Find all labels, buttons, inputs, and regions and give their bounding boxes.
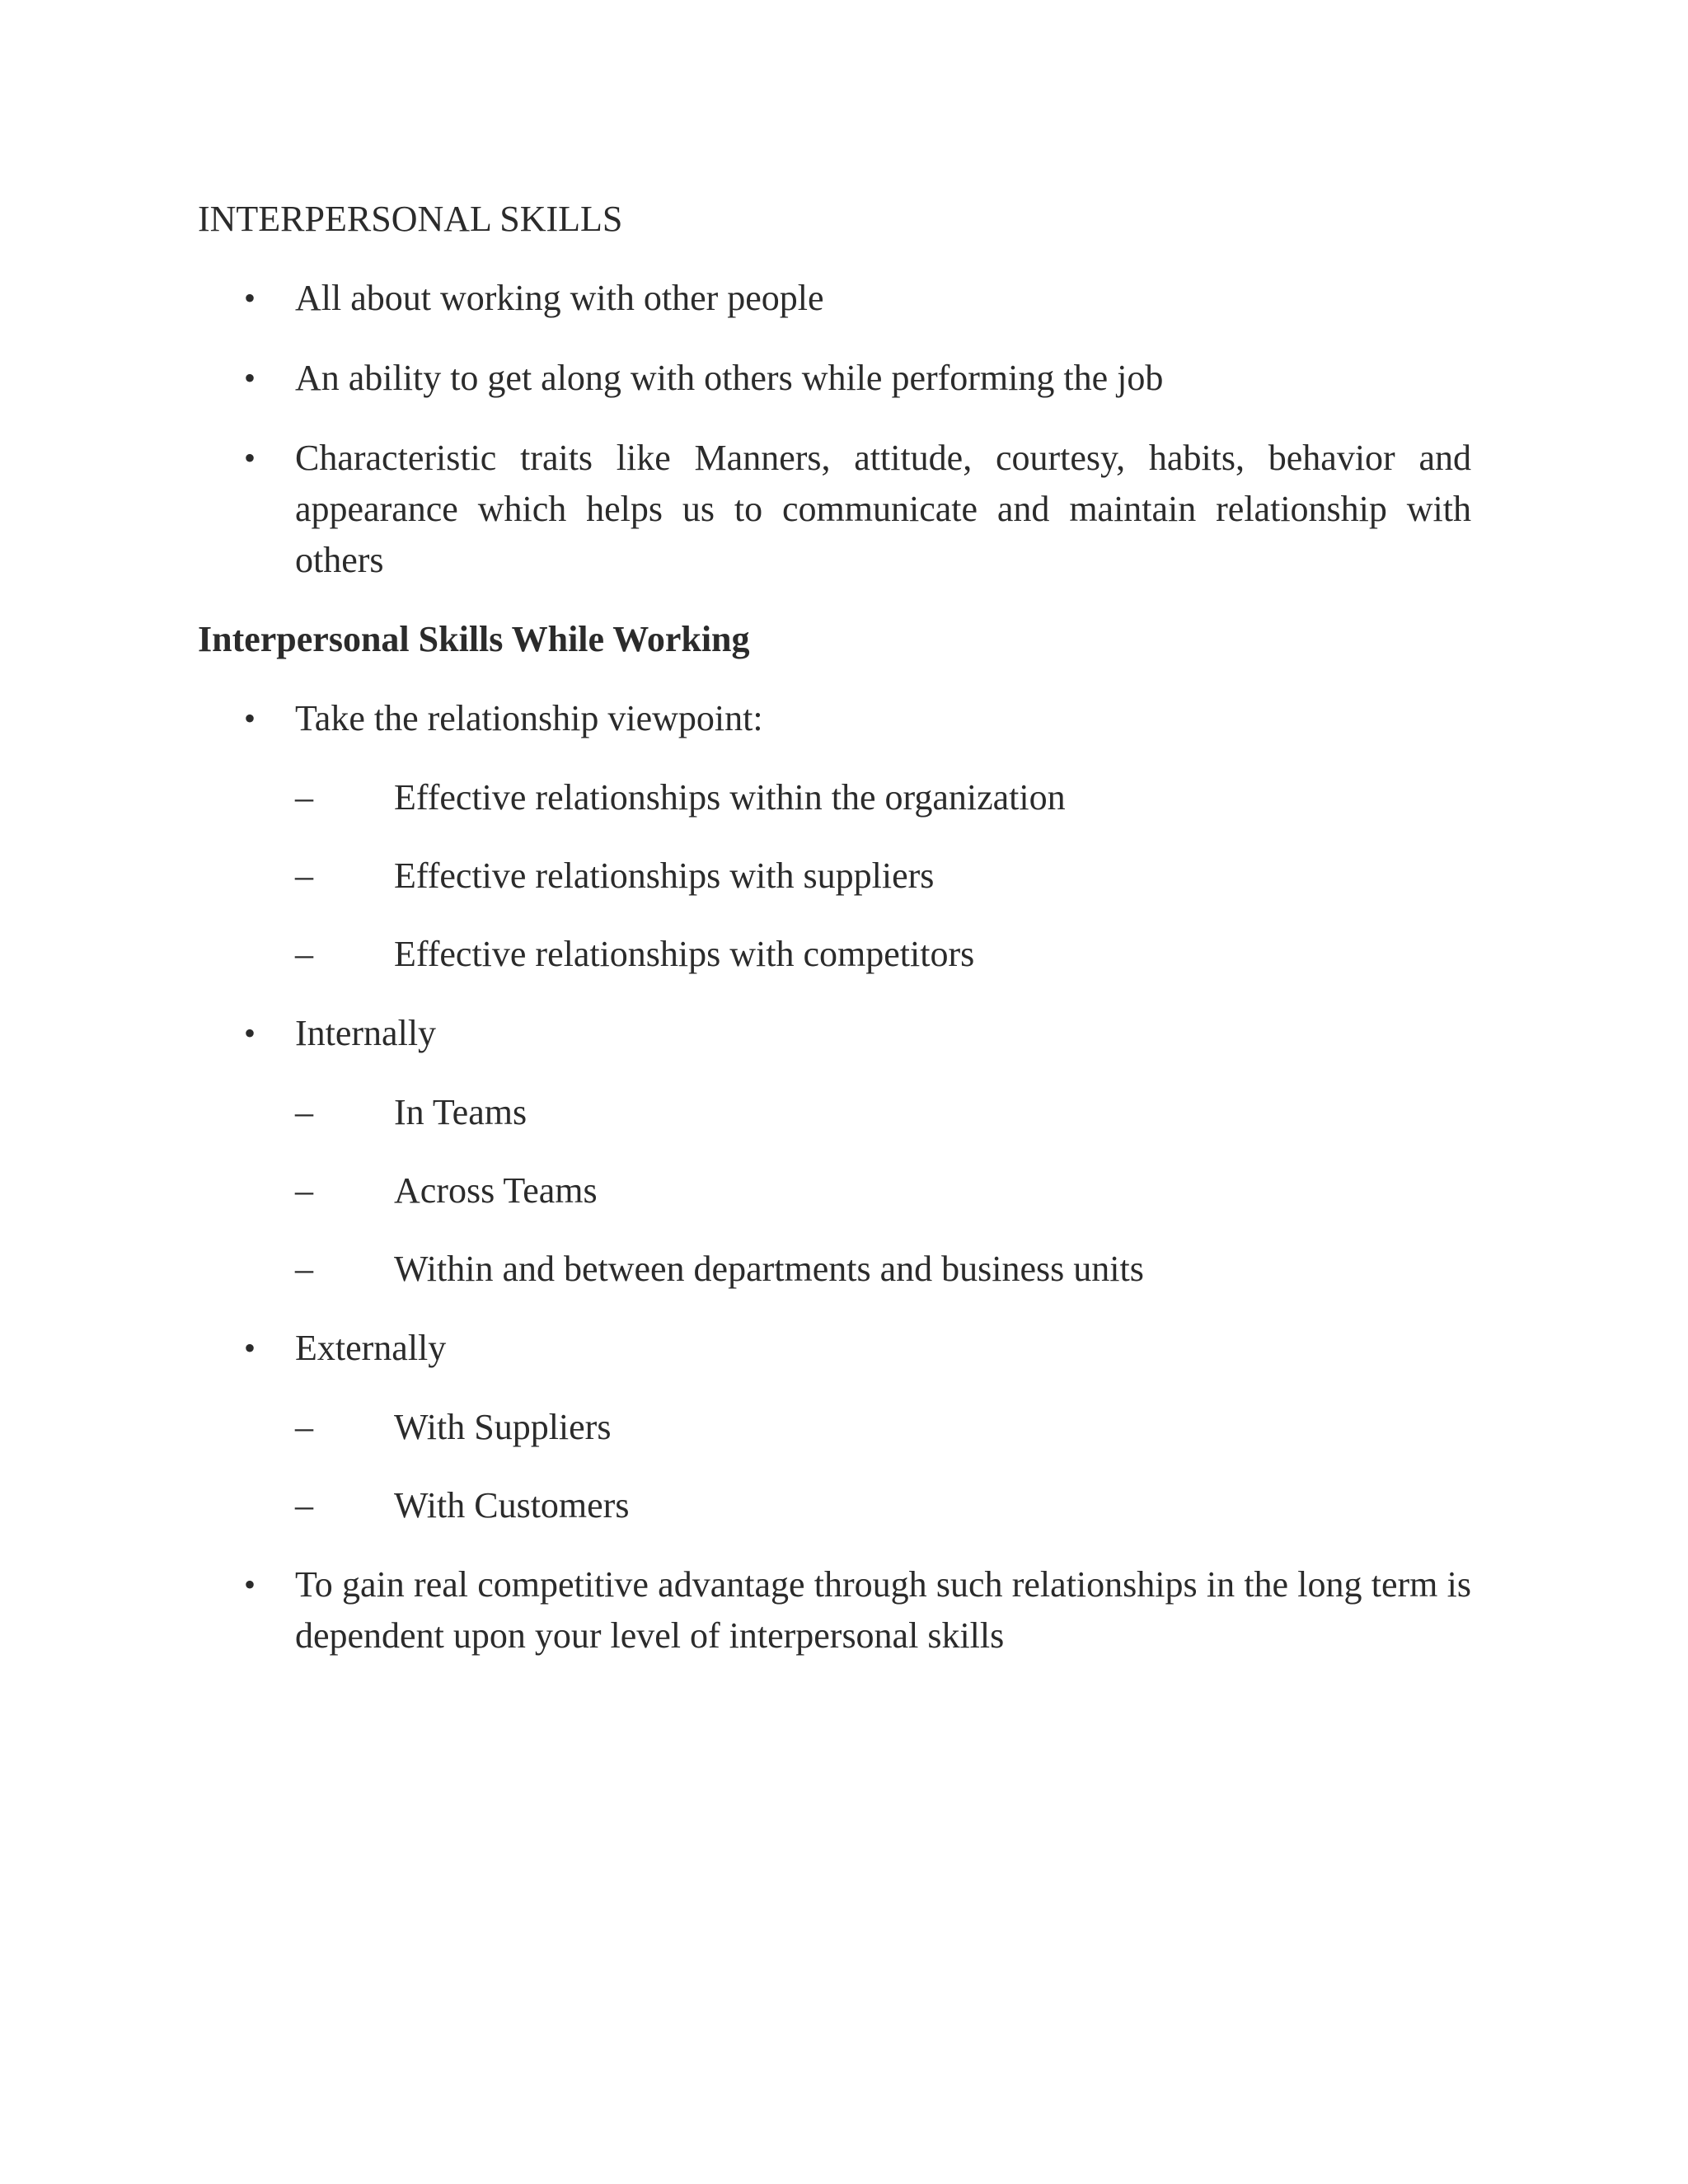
dash-icon: – [295, 1092, 313, 1132]
bullet-text: To gain real competitive advantage through such relationships in the long term is dependent upon your level of interpersonal skills [295, 1564, 1471, 1656]
sub-item-text: Across Teams [394, 1170, 598, 1211]
sub-item [295, 773, 1471, 823]
intro-bullet-list [198, 273, 1471, 586]
document-title: INTERPERSONAL SKILLS [198, 199, 623, 239]
section-heading: Interpersonal Skills While Working [198, 619, 750, 659]
bullet-item [198, 693, 1471, 979]
bullet-item [198, 1559, 1471, 1661]
bullet-text: All about working with other people [295, 278, 824, 318]
document-content [198, 194, 1471, 1690]
sub-item-text: With Suppliers [394, 1407, 612, 1447]
dash-icon: – [295, 1407, 313, 1447]
bullet-icon: • [244, 1566, 256, 1603]
sub-item [295, 1244, 1471, 1294]
sub-list [295, 1403, 1471, 1530]
sub-list [295, 1088, 1471, 1294]
bullet-item [198, 1323, 1471, 1530]
sub-item-text: Within and between departments and business units [394, 1249, 1144, 1289]
sub-item-text: Effective relationships with competitors [394, 934, 975, 974]
bullet-text: Characteristic traits like Manners, attitude, courtesy, habits, behavior and appearance which helps us to communicate and maintain relationship with others [295, 438, 1471, 580]
bullet-item [198, 353, 1471, 404]
bullet-icon: • [244, 279, 256, 316]
bullet-icon: • [244, 700, 256, 737]
bullet-text: Externally [295, 1328, 447, 1368]
sub-item-text: With Customers [394, 1485, 630, 1526]
dash-icon: – [295, 777, 313, 818]
bullet-icon: • [244, 439, 256, 476]
dash-icon: – [295, 1485, 313, 1526]
dash-icon: – [295, 1170, 313, 1211]
bullet-icon: • [244, 1015, 256, 1052]
sub-list [295, 773, 1471, 979]
bullet-item [198, 273, 1471, 324]
bullet-text: Internally [295, 1013, 437, 1053]
bullet-item [198, 433, 1471, 586]
sub-item [295, 1403, 1471, 1452]
bullet-text: An ability to get along with others while performing the job [295, 358, 1164, 398]
sub-item [295, 1166, 1471, 1216]
sub-item [295, 851, 1471, 901]
sub-item-text: In Teams [394, 1092, 528, 1132]
dash-icon: – [295, 855, 313, 896]
dash-icon: – [295, 934, 313, 974]
bullet-item [198, 1008, 1471, 1294]
sub-item [295, 1088, 1471, 1137]
sub-item [295, 930, 1471, 979]
dash-icon: – [295, 1249, 313, 1289]
sub-item [295, 1481, 1471, 1530]
bullet-text: Take the relationship viewpoint: [295, 698, 763, 738]
section-bullet-list [198, 693, 1471, 1661]
sub-item-text: Effective relationships within the organization [394, 777, 1066, 818]
sub-item-text: Effective relationships with suppliers [394, 855, 935, 896]
bullet-icon: • [244, 359, 256, 396]
bullet-icon: • [244, 1329, 256, 1366]
